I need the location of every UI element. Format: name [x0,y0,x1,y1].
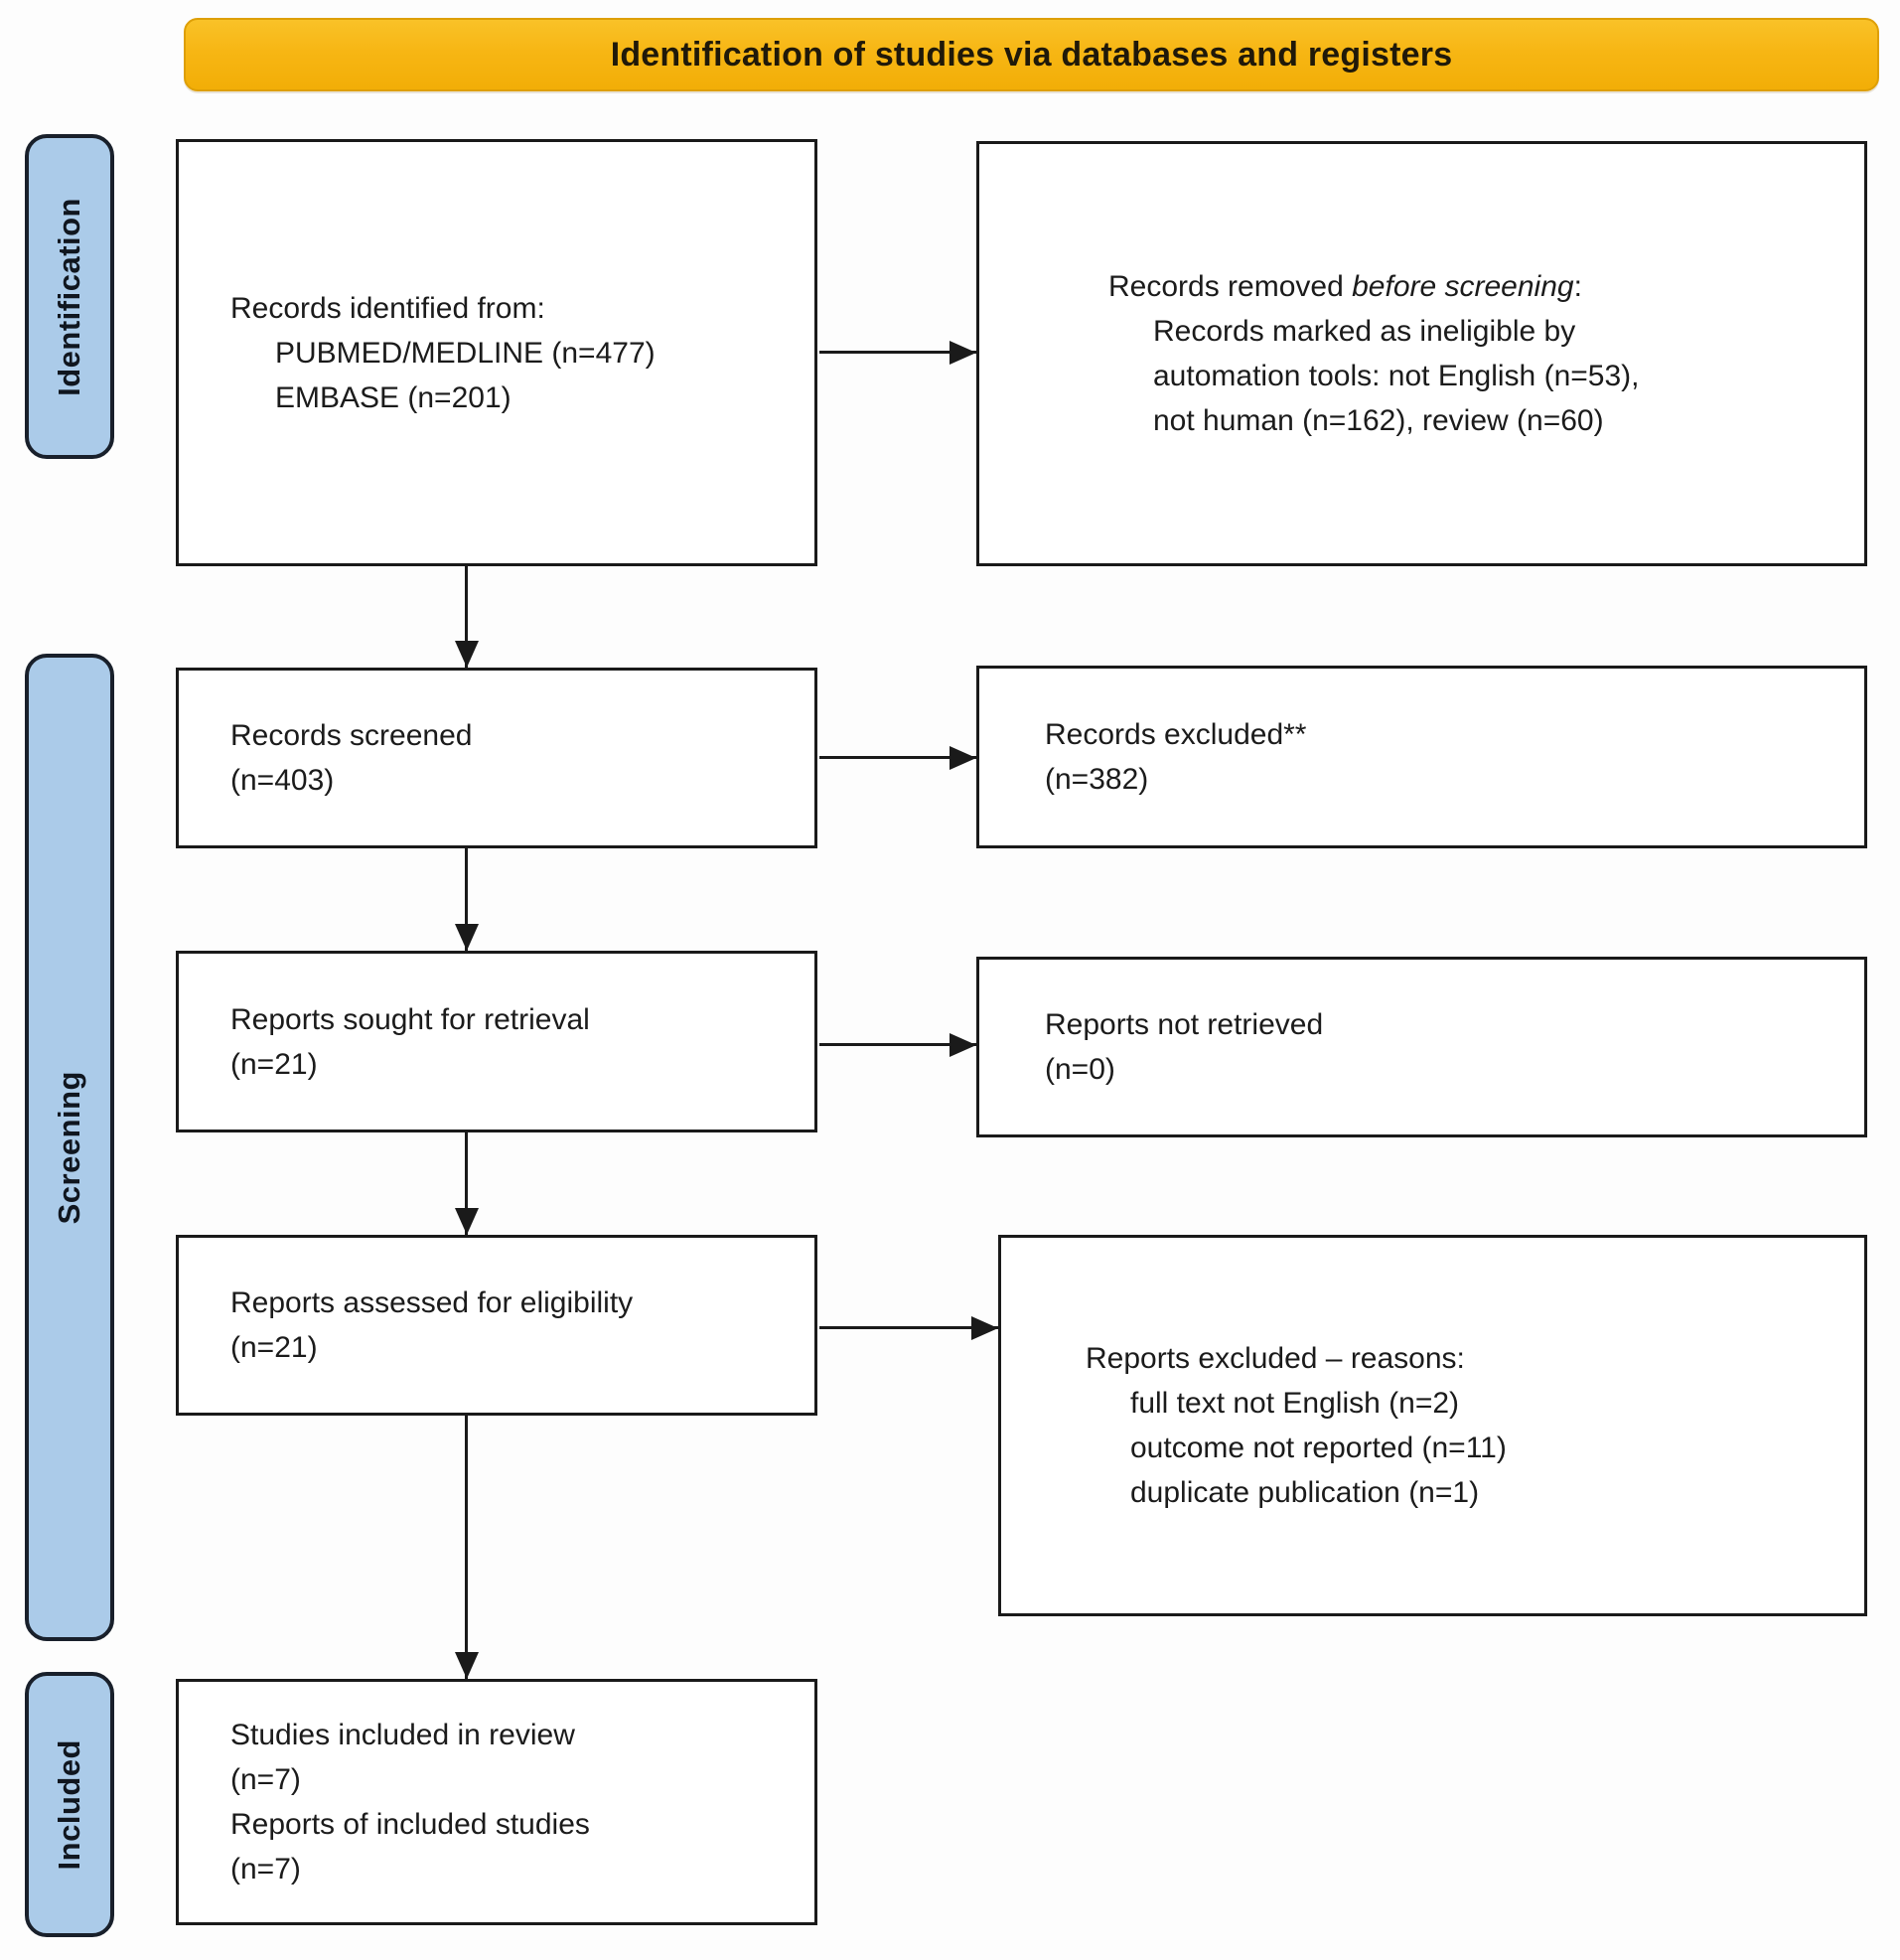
box-studies-included [176,1679,817,1925]
diagram-title-banner [184,18,1879,91]
box-records-removed [976,141,1867,566]
stage-label-identification-text: Identification [52,197,86,396]
box-reports-excluded [998,1235,1867,1616]
box-reports-assessed [176,1235,817,1416]
box-text-line: Records removed before screening: [1108,270,1582,303]
box-records-screened [176,668,817,848]
box-text-line: Records screened [230,719,473,752]
box-text-line: not human (n=162), review (n=60) [1153,404,1604,437]
stage-label-included-text: Included [52,1738,86,1871]
flow-arrow-screened-to-excluded [819,756,976,759]
box-text-line: Reports of included studies [230,1808,590,1841]
box-text-line: Reports assessed for eligibility [230,1286,634,1319]
flow-arrow-identified-to-removed [819,351,976,354]
flow-arrow-screened-to-sought [465,848,468,951]
box-text-line: (n=382) [1045,763,1149,796]
box-text-line: (n=7) [230,1763,301,1796]
box-text-line: Reports not retrieved [1045,1008,1324,1041]
box-text-line: Studies included in review [230,1719,575,1751]
stage-label-included [25,1672,114,1937]
box-text-line: (n=403) [230,764,335,797]
flow-arrow-sought-to-assessed [465,1132,468,1235]
flow-arrow-sought-to-not-retrieved [819,1043,976,1046]
box-text-line: (n=7) [230,1853,301,1885]
box-text-line: (n=21) [230,1331,318,1364]
stage-label-screening [25,654,114,1641]
box-reports-sought [176,951,817,1132]
flow-arrow-assessed-to-included [465,1416,468,1679]
box-reports-not-retrieved [976,957,1867,1137]
box-text-line: duplicate publication (n=1) [1130,1476,1480,1509]
box-text-line: EMBASE (n=201) [275,380,512,414]
box-text-line: automation tools: not English (n=53), [1153,360,1640,392]
stage-label-screening-text: Screening [52,1070,86,1225]
flow-arrow-identified-to-screened [465,566,468,668]
box-text-line: Reports sought for retrieval [230,1002,590,1036]
box-text-line: PUBMED/MEDLINE (n=477) [275,336,656,370]
box-text-line: Reports excluded – reasons: [1086,1342,1465,1375]
box-text-line: (n=21) [230,1047,318,1081]
box-text-line: Records excluded** [1045,718,1307,751]
box-text-line: Records identified from: [230,291,545,325]
box-records-excluded [976,666,1867,848]
box-records-identified [176,139,817,566]
box-text-line: full text not English (n=2) [1130,1387,1460,1420]
box-text-line: outcome not reported (n=11) [1130,1432,1507,1464]
stage-label-identification [25,134,114,459]
diagram-title: Identification of studies via databases and registers [610,35,1453,74]
flow-arrow-assessed-to-excluded [819,1326,998,1329]
box-text-line: (n=0) [1045,1053,1115,1086]
box-text-line: Records marked as ineligible by [1153,315,1576,348]
